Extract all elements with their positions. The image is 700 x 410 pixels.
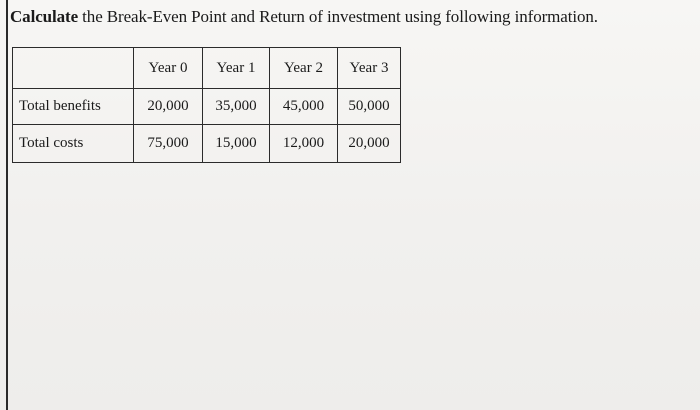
cell-costs-year-1: 15,000 xyxy=(203,125,270,163)
table-header-row xyxy=(13,48,401,89)
cell-benefits-year-3: 50,000 xyxy=(338,89,401,125)
table-row-total-benefits xyxy=(13,89,401,125)
prompt-text: the Break-Even Point and Return of investment using following information. xyxy=(78,7,598,26)
header-cell-blank xyxy=(13,48,134,89)
table-row-total-costs xyxy=(13,125,401,163)
cell-benefits-year-1: 35,000 xyxy=(203,89,270,125)
row-label-total-benefits: Total benefits xyxy=(13,89,134,125)
header-cell-year-3: Year 3 xyxy=(338,48,401,89)
cell-benefits-year-0: 20,000 xyxy=(134,89,203,125)
left-margin-rule xyxy=(6,0,8,410)
cell-costs-year-0: 75,000 xyxy=(134,125,203,163)
cell-costs-year-3: 20,000 xyxy=(338,125,401,163)
header-cell-year-2: Year 2 xyxy=(270,48,338,89)
prompt-lead-word: Calculate xyxy=(10,7,79,26)
header-cell-year-1: Year 1 xyxy=(203,48,270,89)
row-label-total-costs: Total costs xyxy=(13,125,134,163)
cell-costs-year-2: 12,000 xyxy=(270,125,338,163)
cell-benefits-year-2: 45,000 xyxy=(270,89,338,125)
question-prompt xyxy=(10,7,598,27)
header-cell-year-0: Year 0 xyxy=(134,48,203,89)
investment-table xyxy=(12,47,401,163)
